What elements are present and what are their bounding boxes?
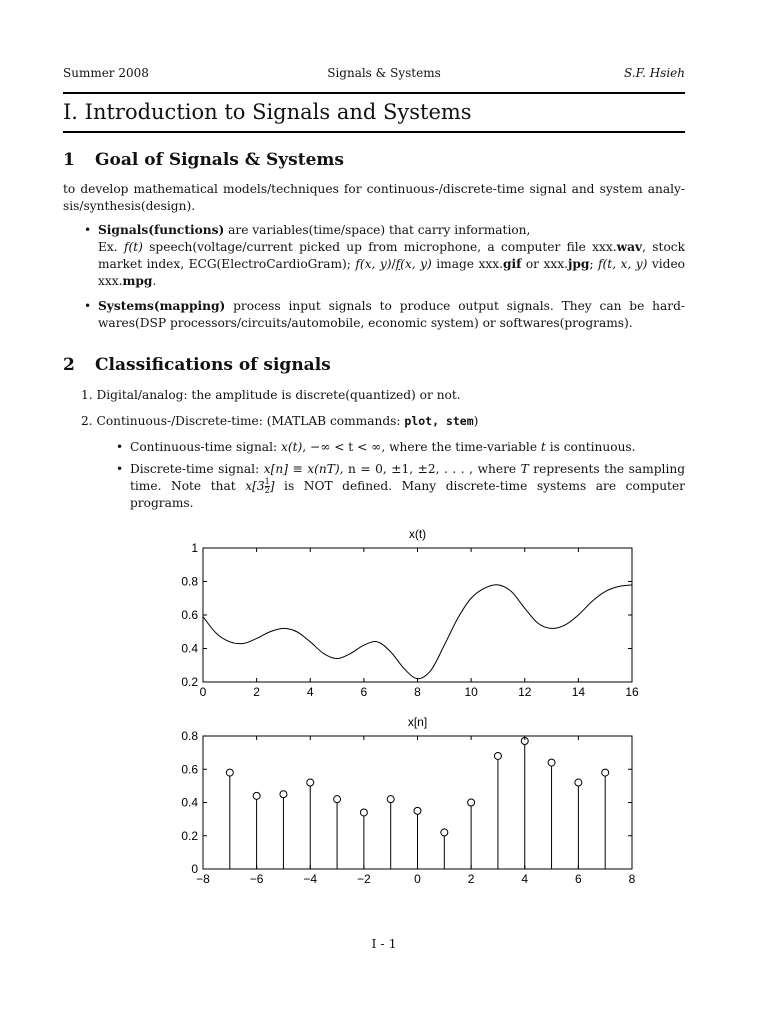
stem-marker (441, 829, 448, 836)
x-tick-label: −8 (196, 872, 210, 886)
dt-end: is NOT defined. Many discrete-time systems are computer programs. (130, 479, 685, 510)
ct-prefix: Continuous-time signal: (130, 440, 281, 454)
x-tick-label: −6 (249, 872, 264, 886)
dt-prefix: Discrete-time signal: (130, 462, 264, 476)
ex-prefix: Ex. (98, 240, 124, 254)
y-tick-label: 0.6 (181, 762, 198, 777)
dt-mid2: represents the sampling time. Note that (130, 462, 685, 493)
ex-or: or xxx. (521, 257, 568, 271)
y-tick-label: 0.4 (181, 795, 198, 810)
mpg-ext: mpg (122, 274, 153, 288)
y-tick-label: 0.8 (181, 574, 198, 589)
x-tick-label: 10 (464, 685, 478, 699)
page-title: I. Introduction to Signals and Systems (63, 100, 472, 124)
plot-frame (203, 548, 632, 682)
math-ftxy: f(t, x, y) (598, 257, 648, 271)
item2-suffix: ) (473, 414, 479, 428)
math-fxy: f(x, y) (355, 257, 392, 271)
section1-title: Goal of Signals & Systems (95, 150, 344, 170)
stem-marker (548, 759, 555, 766)
systems-desc: process input signals to produce output signals. They can be hard-wares(DSP processors/circuits/automobile, economic system) or softwares(programs). (98, 299, 685, 330)
ex-text-2: , stock market index, ECG(ElectroCardioGram); (98, 240, 685, 271)
math-dt-eq: x[n] ≡ x(nT), (263, 462, 344, 476)
ct-mid: , −∞ < t < ∞, where the time-variable (302, 440, 541, 454)
stem-marker (334, 796, 341, 803)
y-tick-label: 0.4 (181, 641, 198, 656)
frac-num: 1 (264, 477, 270, 486)
section1-intro: to develop mathematical models/techniques for continuous-/discrete-time signal and system analy-sis/synthesis(design). (63, 182, 685, 213)
jpg-ext: jpg (567, 257, 590, 271)
x-tick-label: 8 (414, 685, 421, 699)
stem-marker (280, 791, 287, 798)
header-right: S.F. Hsieh (624, 66, 685, 80)
x-tick-label: 6 (575, 872, 582, 886)
math-fxy-vector: f (395, 257, 401, 271)
y-tick-label: 0 (191, 862, 198, 876)
chart-title: x(t) (408, 527, 427, 541)
chart-xn (181, 715, 635, 886)
stem-marker (414, 807, 421, 814)
bullet-dot: • (116, 462, 124, 476)
y-tick-label: 0.2 (181, 828, 198, 843)
header-center: Signals & Systems (327, 66, 441, 80)
chart-xt (181, 527, 639, 699)
x-tick-label: 2 (467, 872, 475, 886)
dt-mid: n = 0, ±1, ±2, . . . , where (343, 462, 521, 476)
math-t: t (540, 440, 546, 454)
y-tick-label: 0.8 (181, 729, 198, 743)
stem-marker (575, 779, 582, 786)
ex-text-3: image xxx. (431, 257, 503, 271)
x-tick-label: 14 (571, 685, 586, 699)
bullet-dot: • (84, 223, 92, 237)
wav-ext: wav (616, 240, 643, 254)
x-tick-label: 0 (414, 872, 421, 886)
bullet-dot: • (84, 299, 92, 313)
ct-end: is continuous. (545, 440, 636, 454)
math-close: ] (269, 479, 275, 493)
ex-end: . (152, 274, 157, 288)
matlab-commands: plot, stem (404, 414, 474, 428)
systems-term: Systems(mapping) (98, 299, 226, 313)
x-tick-label: −4 (303, 872, 318, 886)
stem-marker (360, 809, 367, 816)
stem-marker (253, 792, 260, 799)
section1-number: 1 (63, 150, 75, 170)
x-tick-label: 4 (521, 872, 529, 886)
x-tick-label: 2 (253, 685, 260, 699)
section2-number: 2 (63, 355, 75, 375)
math-slash: / (391, 257, 396, 271)
x-tick-label: 12 (518, 685, 532, 699)
y-tick-label: 0.6 (181, 608, 198, 622)
stem-marker (307, 779, 314, 786)
signals-desc: are variables(time/space) that carry information, (224, 223, 531, 237)
section2-title: Classifications of signals (95, 355, 331, 375)
signals-term: Signals(functions) (98, 223, 225, 237)
math-x3: x[3 (245, 479, 265, 493)
x-tick-label: 0 (199, 685, 207, 699)
y-tick-label: 1 (191, 541, 198, 555)
bullet-dot: • (116, 440, 124, 454)
math-fxy-args: (x, y) (400, 257, 432, 271)
list-item-1: 1. Digital/analog: the amplitude is discrete(quantized) or not. (81, 388, 461, 402)
math-xt: x(t) (280, 440, 303, 454)
ex-text-5: video xxx. (98, 257, 686, 288)
frac-den: 2 (264, 486, 270, 495)
stem-marker (387, 796, 394, 803)
header-left: Summer 2008 (63, 66, 149, 80)
x-tick-label: 8 (628, 872, 636, 886)
x-tick-label: 16 (625, 685, 639, 699)
ex-text-1: speech(voltage/current picked up from microphone, a computer file xxx. (142, 240, 617, 254)
ex-text-4: ; (589, 257, 599, 271)
stem-marker (602, 769, 609, 776)
stem-marker (494, 752, 501, 759)
stem-marker (468, 799, 475, 806)
item2-prefix: 2. Continuous-/Discrete-time: (MATLAB commands: (81, 414, 405, 428)
math-ft: f(t) (123, 240, 143, 254)
stem-marker (226, 769, 233, 776)
page-number: I - 1 (371, 936, 397, 951)
math-T: T (520, 462, 529, 476)
series-line-xt (203, 585, 632, 679)
x-tick-label: 6 (360, 685, 368, 699)
x-tick-label: 4 (306, 685, 314, 699)
y-tick-label: 0.2 (181, 675, 198, 689)
chart-title: x[n] (407, 715, 428, 729)
gif-ext: gif (502, 257, 522, 271)
x-tick-label: −2 (357, 872, 371, 886)
